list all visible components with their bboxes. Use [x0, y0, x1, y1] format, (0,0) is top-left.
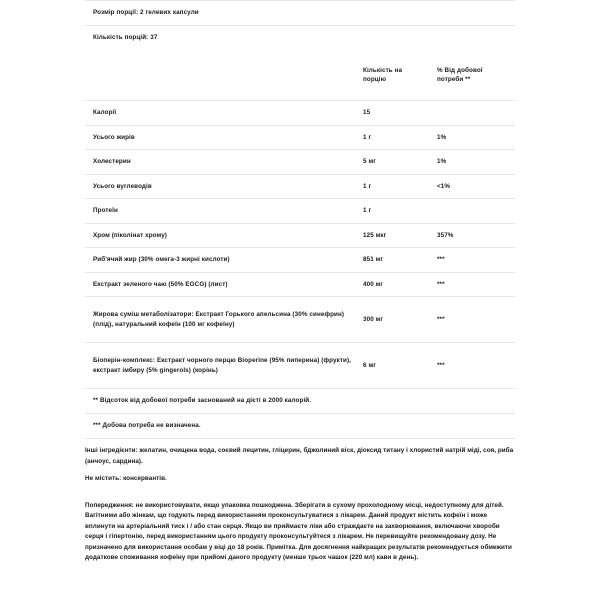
- nutrient-amount: 5 мг: [363, 150, 437, 175]
- nutrient-daily-value: ***: [437, 343, 515, 389]
- supplement-facts-sheet: [85, 0, 515, 568]
- column-header-amount-text: Кількість на порцію: [363, 66, 403, 83]
- nutrient-daily-value: ***: [437, 297, 515, 343]
- other-info-block: [85, 438, 515, 568]
- serving-size-label: Розмір порції:: [93, 9, 139, 16]
- table-row: [85, 248, 515, 273]
- nutrient-name: Холестерин: [85, 150, 363, 175]
- servings-count-label: Кількість порцій:: [93, 34, 149, 41]
- footnote-dv-not-established: *** Добова потреба не визначена.: [85, 413, 515, 438]
- table-row: [85, 297, 515, 343]
- nutrient-daily-value: 1%: [437, 150, 515, 175]
- nutrient-name: Жирова суміш метаболізатори: Екстракт Горького апельсина (30% синефрин) (плід), натуральний кофеїн (100 мг кофеїну): [85, 297, 363, 343]
- table-header-row: [85, 50, 515, 101]
- free-of-text: Не містить: консервантів.: [85, 475, 167, 482]
- table-row: [85, 199, 515, 224]
- nutrient-name: Хром (піколінат хрому): [85, 223, 363, 248]
- nutrient-amount: 1 г: [363, 174, 437, 199]
- nutrient-daily-value: 1%: [437, 125, 515, 150]
- column-header-amount: [363, 50, 437, 101]
- column-header-daily-value: [437, 50, 515, 101]
- servings-per-container-row: [85, 25, 515, 50]
- column-header-nutrient: [85, 50, 363, 101]
- table-row: [85, 174, 515, 199]
- nutrient-amount: 851 мг: [363, 248, 437, 273]
- spacer: [85, 492, 515, 501]
- nutrient-amount: 1 г: [363, 125, 437, 150]
- table-row: [85, 223, 515, 248]
- nutrient-daily-value: ***: [437, 272, 515, 297]
- nutrient-name: Екстракт зеленого чаю (50% EGCG) (лист): [85, 272, 363, 297]
- nutrient-daily-value: <1%: [437, 174, 515, 199]
- nutrient-daily-value: [437, 199, 515, 224]
- nutrient-amount: 400 мг: [363, 272, 437, 297]
- serving-size-row: [85, 0, 515, 25]
- table-head: [85, 50, 515, 101]
- nutrient-name: Протеїн: [85, 199, 363, 224]
- table-row: [85, 150, 515, 175]
- nutrient-amount: 1 г: [363, 199, 437, 224]
- nutrient-daily-value: ***: [437, 248, 515, 273]
- nutrient-name: Усього жирів: [85, 125, 363, 150]
- warning-text: Попередження: не використовувати, якщо упаковка пошкоджена. Зберігати в сухому прохолодному місці, недоступному для дітей. Вагітними або жінкам, що годують перед використанням проконсультуватися з лікарем. Даний продукт містить кофеїн і може вплинути на артеріальний тиск і / або стан серця. Якщо ви приймаєте ліки або страждаєте на захворювання, включаючи хвороби серця і гіпертонію, перед використанням цього продукту проконсультуйтеся з лікарем. Не перевищуйте рекомендовану дозу. Не призначено для використання особам у віці до 18 років. Примітка. Для досягнення найкращих результатів рекомендується обмежити додаткове споживання кофеїну при прийомі даного продукту (менше трьох чашок (220 мл) кави в день).: [85, 501, 512, 561]
- table-row: [85, 101, 515, 126]
- table-row: [85, 343, 515, 389]
- table-row: [85, 272, 515, 297]
- nutrient-amount: 6 мг: [363, 343, 437, 389]
- nutrient-daily-value: 357%: [437, 223, 515, 248]
- servings-count-value: 37: [150, 34, 158, 41]
- nutrient-amount: 15: [363, 101, 437, 126]
- column-header-daily-value-text: % Від добової потреби **: [437, 66, 483, 83]
- table-body: [85, 101, 515, 389]
- nutrient-amount: 300 мг: [363, 297, 437, 343]
- footnote-daily-value-basis: ** Відсоток від добової потреби заснований на дієті в 2000 калорій.: [85, 388, 515, 413]
- other-ingredients-text: Інші інгредієнти: желатин, очищена вода, соєвий лецитин, гліцерин, бджолиний віск, діоксид титану і хлористий натрій міді, соя, риба (анчоус, сардина).: [85, 447, 514, 465]
- nutrient-name: Риб'ячий жир (30% омега-3 жирні кислоти): [85, 248, 363, 273]
- table-row: [85, 125, 515, 150]
- nutrition-facts-table: [85, 50, 515, 388]
- serving-size-value: 2 гелевих капсули: [140, 9, 199, 16]
- nutrient-name: Калорії: [85, 101, 363, 126]
- nutrient-name: Біоперін-комплекс: Екстракт чорного перцю Bioperine (95% пиперина) (фрукти), екстракт імбиру (5% gingerols) (корінь): [85, 343, 363, 389]
- nutrient-name: Усього вуглеводів: [85, 174, 363, 199]
- nutrient-daily-value: [437, 101, 515, 126]
- nutrient-amount: 125 мкг: [363, 223, 437, 248]
